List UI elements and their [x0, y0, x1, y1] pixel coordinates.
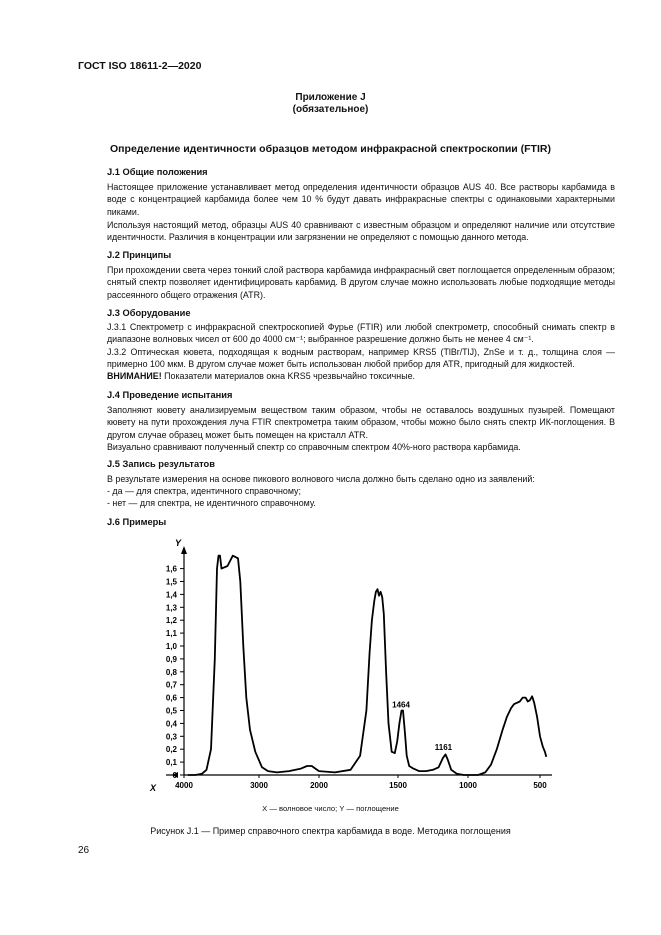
y-axis-ticks: [166, 565, 184, 780]
paragraph-j3-1: J.3.1 Спектрометр с инфракрасной спектроскопией Фурье (FTIR) или любой спектрометр, способный снимать спектр в диапазоне волновых чисел от 600 до 4000 см⁻¹; выбранное разрешение должно быть не менее 4 см⁻¹.: [107, 322, 615, 345]
y-tick-label: 0,8: [165, 667, 177, 677]
peak-annotations: [392, 701, 453, 753]
y-tick-label: 0,5: [165, 706, 177, 716]
y-tick-label: 0,2: [165, 745, 177, 755]
x-tick-label: 2000: [310, 781, 328, 790]
y-tick-label: 1,3: [165, 603, 177, 613]
y-tick-label: 1,4: [165, 590, 177, 600]
annex-title: Приложение J: [295, 92, 366, 103]
y-tick-label: 1,1: [165, 629, 177, 639]
y-tick-label: 1,2: [165, 616, 177, 626]
spectrum-line: [188, 556, 547, 775]
section-title-j6: J.6 Примеры: [107, 517, 167, 527]
section-title-j5: J.5 Запись результатов: [107, 459, 215, 469]
y-tick-label: 0,4: [165, 719, 177, 729]
y-tick-label: 0: [172, 771, 177, 780]
x-tick-label: 500: [533, 781, 547, 790]
peak-label: 1464: [392, 700, 410, 710]
figure-caption: Рисунок J.1 — Пример справочного спектра карбамида в воде. Методика поглощения: [150, 826, 511, 836]
x-tick-label: 4000: [175, 781, 193, 790]
y-tick-label: 0,6: [165, 693, 177, 703]
document-code: ГОСТ ISO 18611-2—2020: [78, 60, 202, 72]
x-tick-label: 3000: [250, 781, 268, 790]
annex-heading: Определение идентичности образцов методом инфракрасной спектроскопии (FTIR): [110, 143, 551, 155]
paragraph-j2-1: При прохождении света через тонкий слой раствора карбамида инфракрасный свет поглощается определенным образом; снятый спектр позволяет идентифицировать карбамид. В другом случае можно использовать любые подходящие методы рассеянного общего отражения (ATR).: [107, 265, 615, 300]
section-title-j2: J.2 Принципы: [107, 250, 172, 260]
paragraph-j1-2: Используя настоящий метод, образцы AUS 40 сравнивают с известным образцом и определяют наличие или отсутствие идентичности. Различия в концентрации или загрязнении не определяют с помощью данного метода.: [107, 220, 615, 243]
x-tick-label: 1000: [459, 781, 477, 790]
y-axis-arrow: [181, 546, 187, 554]
x-axis-label: X: [150, 783, 157, 793]
section-title-j1: J.1 Общие положения: [107, 167, 208, 177]
ftir-spectrum-chart: [140, 528, 560, 800]
x-axis-ticks: [175, 775, 547, 790]
list-item-yes: - да — для спектра, идентичного справочному;: [107, 486, 301, 496]
y-tick-label: 0,3: [165, 732, 177, 742]
section-title-j3: J.3 Оборудование: [107, 308, 191, 318]
peak-label: 1161: [434, 743, 453, 753]
list-item-no: - нет — для спектра, не идентичного справочному.: [107, 498, 316, 508]
warning-label: ВНИМАНИЕ!: [107, 371, 162, 381]
axis-legend-text: X — волновое число; Y — поглощение: [262, 804, 399, 813]
paragraph-j5-1: В результате измерения на основе пикового волнового числа должно быть сделано одно из заявлений:: [107, 474, 535, 484]
annex-status: (обязательное): [292, 104, 369, 115]
y-tick-label: 0,7: [165, 680, 177, 690]
paragraph-j4-2: Визуально сравнивают полученный спектр со справочным спектром 40%-ного раствора карбамида.: [107, 442, 521, 452]
paragraph-j4-1: Заполняют кювету анализируемым веществом таким образом, чтобы не оставалось воздушных пузырей. Помещают кювету на пути прохождения луча FTIR спектрометра таким образом, чтобы можно было снять спектр ИК-поглощения. В другом случае образец может быть помещен на кристалл ATR.: [107, 405, 615, 440]
section-title-j4: J.4 Проведение испытания: [107, 390, 233, 400]
warning-line: [107, 370, 615, 382]
y-tick-label: 0,1: [165, 758, 177, 768]
y-tick-label: 1,0: [165, 642, 177, 651]
y-axis-label: Y: [175, 538, 182, 548]
page-number: 26: [78, 845, 90, 856]
axis-legend: [0, 804, 661, 813]
warning-text: Показатели материалов окна KRS5 чрезвычайно токсичные.: [161, 371, 415, 381]
paragraph-j3-2: J.3.2 Оптическая кювета, подходящая к водным растворам, например KRS5 (TlBr/TlJ), ZnSe и т. д., толщина слоя — примерно 100 мкм. В другом случае может быть использован любой прибор для ATR, пригодный для жидкостей.: [107, 347, 615, 370]
y-tick-label: 0,9: [165, 654, 177, 664]
y-tick-label: 1,5: [165, 577, 177, 587]
paragraph-j1-1: Настоящее приложение устанавливает метод определения идентичности образцов AUS 40. Все растворы карбамида в воде с концентрацией карбамида более чем 10 % будут давать инфракрасные спектры с одинаковыми характерными пиками.: [107, 182, 615, 217]
x-tick-label: 1500: [389, 781, 407, 790]
y-tick-label: 1,6: [165, 564, 177, 574]
